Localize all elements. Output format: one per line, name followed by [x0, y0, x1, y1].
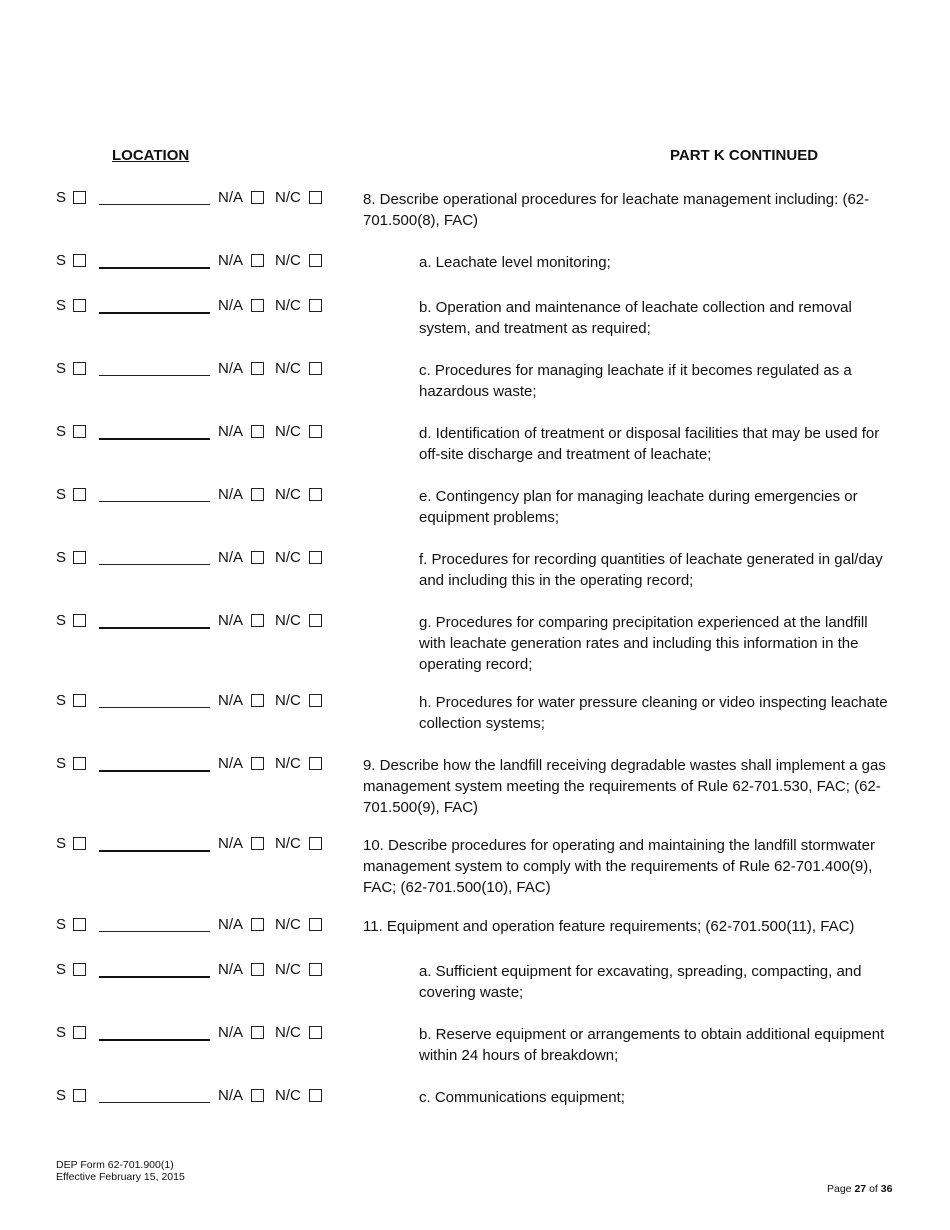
nc-label: N/C — [275, 961, 301, 978]
location-blank-line[interactable] — [99, 1039, 210, 1041]
nc-label: N/C — [275, 549, 301, 566]
not-complete-checkbox[interactable] — [309, 694, 322, 707]
s-label: S — [56, 297, 67, 314]
na-label: N/A — [218, 1087, 244, 1104]
satisfactory-checkbox[interactable] — [73, 1089, 86, 1102]
nc-label: N/C — [275, 755, 301, 772]
part-heading: PART K CONTINUED — [670, 147, 819, 164]
not-applicable-checkbox[interactable] — [251, 918, 264, 931]
not-complete-checkbox[interactable] — [309, 488, 322, 501]
requirement-text: c. Communications equipment; — [419, 1089, 625, 1106]
s-label: S — [56, 755, 67, 772]
not-applicable-checkbox[interactable] — [251, 191, 264, 204]
not-applicable-checkbox[interactable] — [251, 299, 264, 312]
s-label: S — [56, 549, 67, 566]
requirement-text: h. Procedures for water pressure cleaning or video inspecting leachate collection systems; — [419, 694, 888, 732]
requirement-text: 9. Describe how the landfill receiving degradable wastes shall implement a gas management system meeting the requirements of Rule 62-701.530, FAC; (62-701.500(9), FAC) — [363, 757, 886, 816]
not-applicable-checkbox[interactable] — [251, 362, 264, 375]
na-label: N/A — [218, 549, 244, 566]
not-applicable-checkbox[interactable] — [251, 963, 264, 976]
s-label: S — [56, 961, 67, 978]
na-label: N/A — [218, 297, 244, 314]
page-current: 27 — [854, 1183, 867, 1195]
s-label: S — [56, 360, 67, 377]
not-applicable-checkbox[interactable] — [251, 254, 264, 267]
not-complete-checkbox[interactable] — [309, 1026, 322, 1039]
requirement-text: b. Reserve equipment or arrangements to obtain additional equipment within 24 hours of breakdown; — [419, 1026, 885, 1064]
requirement-text: a. Leachate level monitoring; — [419, 254, 611, 271]
na-label: N/A — [218, 916, 244, 933]
s-label: S — [56, 612, 67, 629]
location-blank-line[interactable] — [99, 770, 210, 772]
not-applicable-checkbox[interactable] — [251, 757, 264, 770]
requirement-text: b. Operation and maintenance of leachate collection and removal system, and treatment as required; — [419, 299, 852, 337]
location-blank-line[interactable] — [99, 707, 210, 708]
nc-label: N/C — [275, 835, 301, 852]
nc-label: N/C — [275, 612, 301, 629]
location-blank-line[interactable] — [99, 976, 210, 978]
satisfactory-checkbox[interactable] — [73, 694, 86, 707]
satisfactory-checkbox[interactable] — [73, 488, 86, 501]
s-label: S — [56, 423, 67, 440]
na-label: N/A — [218, 612, 244, 629]
satisfactory-checkbox[interactable] — [73, 757, 86, 770]
satisfactory-checkbox[interactable] — [73, 614, 86, 627]
not-applicable-checkbox[interactable] — [251, 1089, 264, 1102]
not-complete-checkbox[interactable] — [309, 299, 322, 312]
location-blank-line[interactable] — [99, 564, 210, 565]
na-label: N/A — [218, 486, 244, 503]
location-heading: LOCATION — [112, 147, 190, 164]
nc-label: N/C — [275, 189, 301, 206]
na-label: N/A — [218, 1024, 244, 1041]
not-complete-checkbox[interactable] — [309, 757, 322, 770]
requirement-text: g. Procedures for comparing precipitation experienced at the landfill with leachate generation rates and including this information in the operating record; — [419, 614, 868, 673]
na-label: N/A — [218, 423, 244, 440]
satisfactory-checkbox[interactable] — [73, 254, 86, 267]
location-blank-line[interactable] — [99, 501, 210, 502]
page-prefix: Page — [827, 1183, 852, 1195]
not-applicable-checkbox[interactable] — [251, 551, 264, 564]
s-label: S — [56, 835, 67, 852]
requirement-text: 11. Equipment and operation feature requirements; (62-701.500(11), FAC) — [363, 918, 855, 935]
not-complete-checkbox[interactable] — [309, 425, 322, 438]
location-blank-line[interactable] — [99, 204, 210, 205]
requirement-text: c. Procedures for managing leachate if it becomes regulated as a hazardous waste; — [419, 362, 852, 400]
nc-label: N/C — [275, 1087, 301, 1104]
na-label: N/A — [218, 692, 244, 709]
satisfactory-checkbox[interactable] — [73, 299, 86, 312]
na-label: N/A — [218, 189, 244, 206]
form-footer — [56, 1159, 185, 1183]
satisfactory-checkbox[interactable] — [73, 425, 86, 438]
not-complete-checkbox[interactable] — [309, 191, 322, 204]
page-total: 36 — [880, 1183, 893, 1195]
not-applicable-checkbox[interactable] — [251, 614, 264, 627]
location-blank-line[interactable] — [99, 267, 210, 269]
nc-label: N/C — [275, 252, 301, 269]
na-label: N/A — [218, 252, 244, 269]
requirement-text: e. Contingency plan for managing leachate during emergencies or equipment problems; — [419, 488, 858, 526]
s-label: S — [56, 916, 67, 933]
requirement-text: d. Identification of treatment or disposal facilities that may be used for off-site discharge and treatment of leachate; — [419, 425, 880, 463]
nc-label: N/C — [275, 1024, 301, 1041]
s-label: S — [56, 1024, 67, 1041]
requirement-text: a. Sufficient equipment for excavating, spreading, compacting, and covering waste; — [419, 963, 862, 1001]
s-label: S — [56, 252, 67, 269]
page-number — [827, 1183, 892, 1195]
satisfactory-checkbox[interactable] — [73, 963, 86, 976]
not-complete-checkbox[interactable] — [309, 918, 322, 931]
location-blank-line[interactable] — [99, 850, 210, 852]
not-applicable-checkbox[interactable] — [251, 837, 264, 850]
satisfactory-checkbox[interactable] — [73, 551, 86, 564]
satisfactory-checkbox[interactable] — [73, 1026, 86, 1039]
location-blank-line[interactable] — [99, 931, 210, 932]
not-complete-checkbox[interactable] — [309, 614, 322, 627]
nc-label: N/C — [275, 360, 301, 377]
effective-date: Effective February 15, 2015 — [56, 1171, 185, 1183]
not-complete-checkbox[interactable] — [309, 837, 322, 850]
requirement-text: 10. Describe procedures for operating and maintaining the landfill stormwater management system to comply with the requirements of Rule 62-701.400(9), FAC; (62-701.500(10), FAC) — [363, 837, 875, 896]
requirement-text: f. Procedures for recording quantities of leachate generated in gal/day and including this in the operating record; — [419, 551, 883, 589]
location-blank-line[interactable] — [99, 627, 210, 629]
satisfactory-checkbox[interactable] — [73, 918, 86, 931]
location-blank-line[interactable] — [99, 375, 210, 376]
na-label: N/A — [218, 835, 244, 852]
location-blank-line[interactable] — [99, 312, 210, 314]
not-complete-checkbox[interactable] — [309, 551, 322, 564]
nc-label: N/C — [275, 423, 301, 440]
not-applicable-checkbox[interactable] — [251, 694, 264, 707]
s-label: S — [56, 189, 67, 206]
na-label: N/A — [218, 961, 244, 978]
not-complete-checkbox[interactable] — [309, 1089, 322, 1102]
not-complete-checkbox[interactable] — [309, 254, 322, 267]
form-number: DEP Form 62-701.900(1) — [56, 1159, 174, 1171]
nc-label: N/C — [275, 486, 301, 503]
nc-label: N/C — [275, 916, 301, 933]
location-blank-line[interactable] — [99, 1102, 210, 1103]
not-complete-checkbox[interactable] — [309, 963, 322, 976]
satisfactory-checkbox[interactable] — [73, 191, 86, 204]
s-label: S — [56, 1087, 67, 1104]
not-complete-checkbox[interactable] — [309, 362, 322, 375]
not-applicable-checkbox[interactable] — [251, 425, 264, 438]
requirement-text: 8. Describe operational procedures for leachate management including: (62-701.500(8), FAC) — [363, 191, 870, 229]
not-applicable-checkbox[interactable] — [251, 1026, 264, 1039]
nc-label: N/C — [275, 692, 301, 709]
s-label: S — [56, 486, 67, 503]
page-of: of — [869, 1183, 878, 1195]
satisfactory-checkbox[interactable] — [73, 362, 86, 375]
location-blank-line[interactable] — [99, 438, 210, 440]
s-label: S — [56, 692, 67, 709]
satisfactory-checkbox[interactable] — [73, 837, 86, 850]
not-applicable-checkbox[interactable] — [251, 488, 264, 501]
na-label: N/A — [218, 755, 244, 772]
na-label: N/A — [218, 360, 244, 377]
nc-label: N/C — [275, 297, 301, 314]
